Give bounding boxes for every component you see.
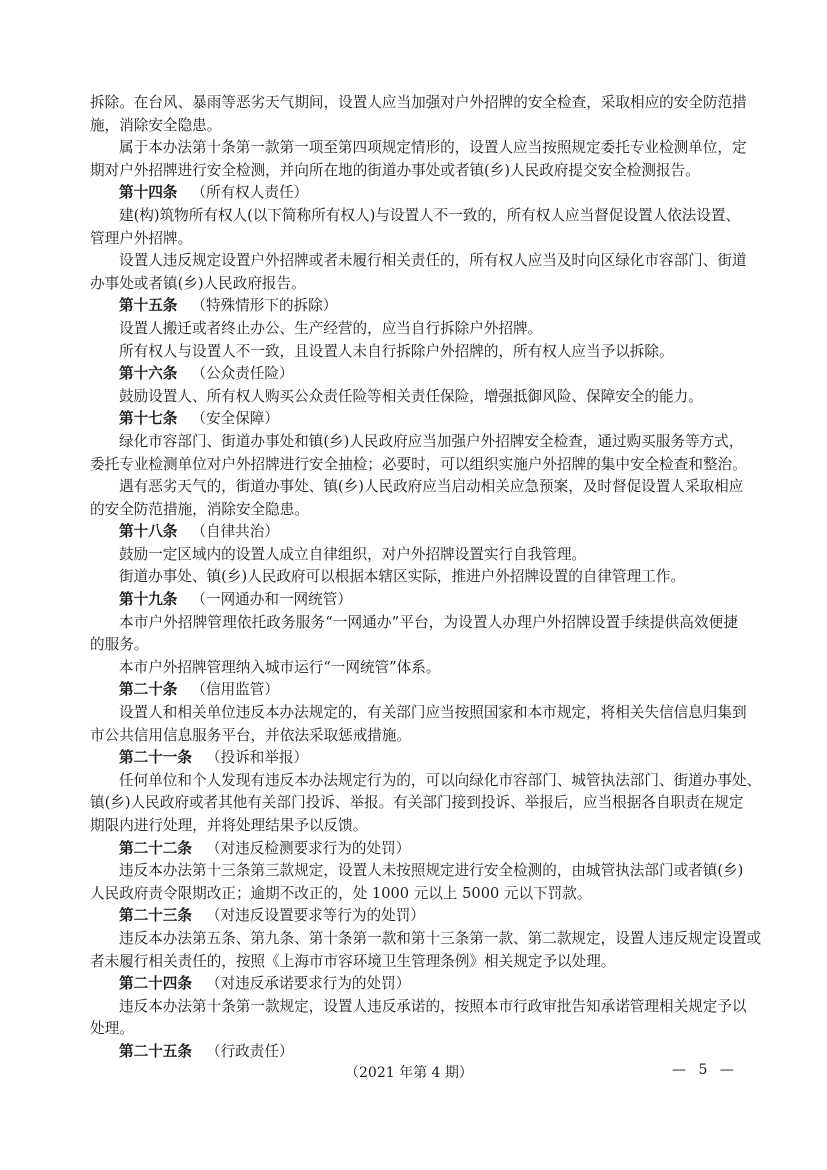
text-line: 办事处或者镇(乡)人民政府报告。 xyxy=(90,274,306,292)
article-heading xyxy=(90,521,738,544)
article-title: （特殊情形下的拆除） xyxy=(191,297,338,315)
article-heading xyxy=(90,408,738,431)
text-line: 本市户外招牌管理纳入城市运行“一网统管”体系。 xyxy=(119,658,441,676)
article-number: 第二十五条 xyxy=(119,1042,192,1060)
document-body xyxy=(90,92,762,1064)
article-title: （自律共治） xyxy=(191,523,279,541)
text-line: 管理户外招牌。 xyxy=(90,229,193,247)
article-heading xyxy=(90,182,738,205)
text-line: 的安全防范措施，消除安全隐患。 xyxy=(90,500,309,518)
paragraph xyxy=(90,341,738,364)
article-heading xyxy=(90,295,738,318)
text-line: 期限内进行处理，并将处理结果予以反馈。 xyxy=(90,817,368,834)
article-number: 第二十四条 xyxy=(119,975,192,993)
article-number: 第十九条 xyxy=(119,591,178,609)
paragraph xyxy=(90,250,747,295)
paragraph xyxy=(90,928,762,973)
article-title: （所有权人责任） xyxy=(191,184,309,202)
text-line: 违反本办法第十三条第三款规定，设置人未按照规定进行安全检测的，由城管执法部门或者镇(乡) xyxy=(119,862,744,880)
paragraph xyxy=(90,612,738,657)
text-line: 鼓励设置人、所有权人购买公众责任险等相关责任保险，增强抵御风险、保障安全的能力。 xyxy=(119,387,703,405)
article-number: 第十八条 xyxy=(119,523,178,541)
article-heading xyxy=(90,973,738,996)
text-line: 遇有恶劣天气的，街道办事处、镇(乡)人民政府应当启动相关应急预案，及时督促设置人采取相应 xyxy=(119,478,744,496)
article-title: （公众责任险） xyxy=(191,365,294,383)
text-line: 任何单位和个人发现有违反本办法规定行为的，可以向绿化市容部门、城管执法部门、街道办事处、 xyxy=(119,771,762,789)
paragraph xyxy=(90,386,738,409)
text-line: 设置人和相关单位违反本办法规定的，有关部门应当按照国家和本市规定，将相关失信信息归集到 xyxy=(119,704,747,722)
article-heading xyxy=(90,589,738,612)
article-title: （信用监管） xyxy=(191,681,279,699)
article-number: 第十七条 xyxy=(119,410,178,428)
article-title: （对违反承诺要求行为的处罚） xyxy=(205,975,411,993)
text-line: 设置人搬迁或者终止办公、生产经营的，应当自行拆除户外招牌。 xyxy=(119,319,543,337)
article-title: （投诉和举报） xyxy=(205,749,309,767)
text-line: 施，消除安全隐患。 xyxy=(90,116,222,134)
text-line: 市公共信用信息服务平台，并依法采取惩戒措施。 xyxy=(90,726,412,744)
page-number: — 5 — xyxy=(672,1062,738,1078)
article-number: 第十五条 xyxy=(119,297,178,315)
article-title: （对违反检测要求行为的处罚） xyxy=(205,839,411,857)
paragraph xyxy=(90,205,741,250)
text-line: 绿化市容部门、街道办事处和镇(乡)人民政府应当加强户外招牌安全检查，通过购买服务等方式， xyxy=(119,432,744,450)
text-line: 拆除。在台风、暴雨等恶劣天气期间，设置人应当加强对户外招牌的安全检查，采取相应的安全防范措 xyxy=(90,94,747,111)
text-line: 违反本办法第五条、第九条、第十条第一款和第十三条第一款、第二款规定，设置人违反规定设置或 xyxy=(119,929,762,947)
article-title: （行政责任） xyxy=(205,1042,294,1060)
paragraph xyxy=(90,566,738,589)
article-heading xyxy=(90,363,738,386)
issue-label: （2021 年第 4 期） xyxy=(345,1065,473,1081)
paragraph xyxy=(90,318,738,341)
paragraph xyxy=(90,657,738,680)
text-line: 人民政府责令限期改正；逾期不改正的，处 1000 元以上 5000 元以下罚款。 xyxy=(90,884,592,902)
article-number: 第二十二条 xyxy=(119,839,192,857)
paragraph xyxy=(90,476,744,521)
article-number: 第二十三条 xyxy=(119,907,192,925)
text-line: 本市户外招牌管理依托政务服务“一网通办”平台，为设置人办理户外招牌设置手续提供高效便捷 xyxy=(119,613,738,631)
paragraph xyxy=(90,996,747,1041)
paragraph xyxy=(90,544,738,567)
article-heading xyxy=(90,747,738,770)
article-number: 第十六条 xyxy=(119,365,178,383)
text-line: 处理。 xyxy=(90,1020,134,1038)
text-line: 期对户外招牌进行安全检测，并向所在地的街道办事处或者镇(乡)人民政府提交安全检测报告。 xyxy=(90,161,700,179)
paragraph xyxy=(90,770,762,838)
text-line: 建(构)筑物所有权人(以下简称所有权人)与设置人不一致的，所有权人应当督促设置人依法设置、 xyxy=(119,206,741,224)
text-line: 委托专业检测单位对户外招牌进行安全抽检；必要时，可以组织实施户外招牌的集中安全检查和整治。 xyxy=(90,455,747,473)
paragraph xyxy=(90,137,747,182)
article-heading xyxy=(90,905,738,928)
text-line: 所有权人与设置人不一致，且设置人未自行拆除户外招牌的，所有权人应当予以拆除。 xyxy=(119,342,674,360)
article-title: （安全保障） xyxy=(191,410,279,428)
text-line: 鼓励一定区域内的设置人成立自律组织，对户外招牌设置实行自我管理。 xyxy=(119,545,587,563)
article-number: 第二十一条 xyxy=(119,749,192,767)
paragraph xyxy=(90,702,747,747)
paragraph xyxy=(90,431,747,476)
text-line: 违反本办法第十条第一款规定，设置人违反承诺的，按照本市行政审批告知承诺管理相关规定予以 xyxy=(119,997,747,1015)
article-title: （一网通办和一网统管） xyxy=(191,591,352,609)
text-line: 的服务。 xyxy=(90,636,149,654)
text-line: 街道办事处、镇(乡)人民政府可以根据本辖区实际，推进户外招牌设置的自律管理工作。 xyxy=(119,568,685,586)
article-number: 第十四条 xyxy=(119,184,178,202)
paragraph xyxy=(90,860,744,905)
article-title: （对违反设置要求等行为的处罚） xyxy=(205,907,425,925)
text-line: 镇(乡)人民政府或者其他有关部门投诉、举报。有关部门接到投诉、举报后，应当根据各自职责在规定 xyxy=(90,794,744,812)
text-line: 设置人违反规定设置户外招牌或者未履行相关责任的，所有权人应当及时向区绿化市容部门、街道 xyxy=(119,252,747,270)
article-heading xyxy=(90,1041,738,1064)
paragraph xyxy=(90,92,747,137)
article-heading xyxy=(90,838,738,861)
text-line: 属于本办法第十条第一款第一项至第四项规定情形的，设置人应当按照规定委托专业检测单位，定 xyxy=(119,139,747,157)
article-number: 第二十条 xyxy=(119,681,178,699)
article-heading xyxy=(90,679,738,702)
text-line: 者未履行相关责任的，按照《上海市市容环境卫生管理条例》相关规定予以处理。 xyxy=(90,952,616,970)
